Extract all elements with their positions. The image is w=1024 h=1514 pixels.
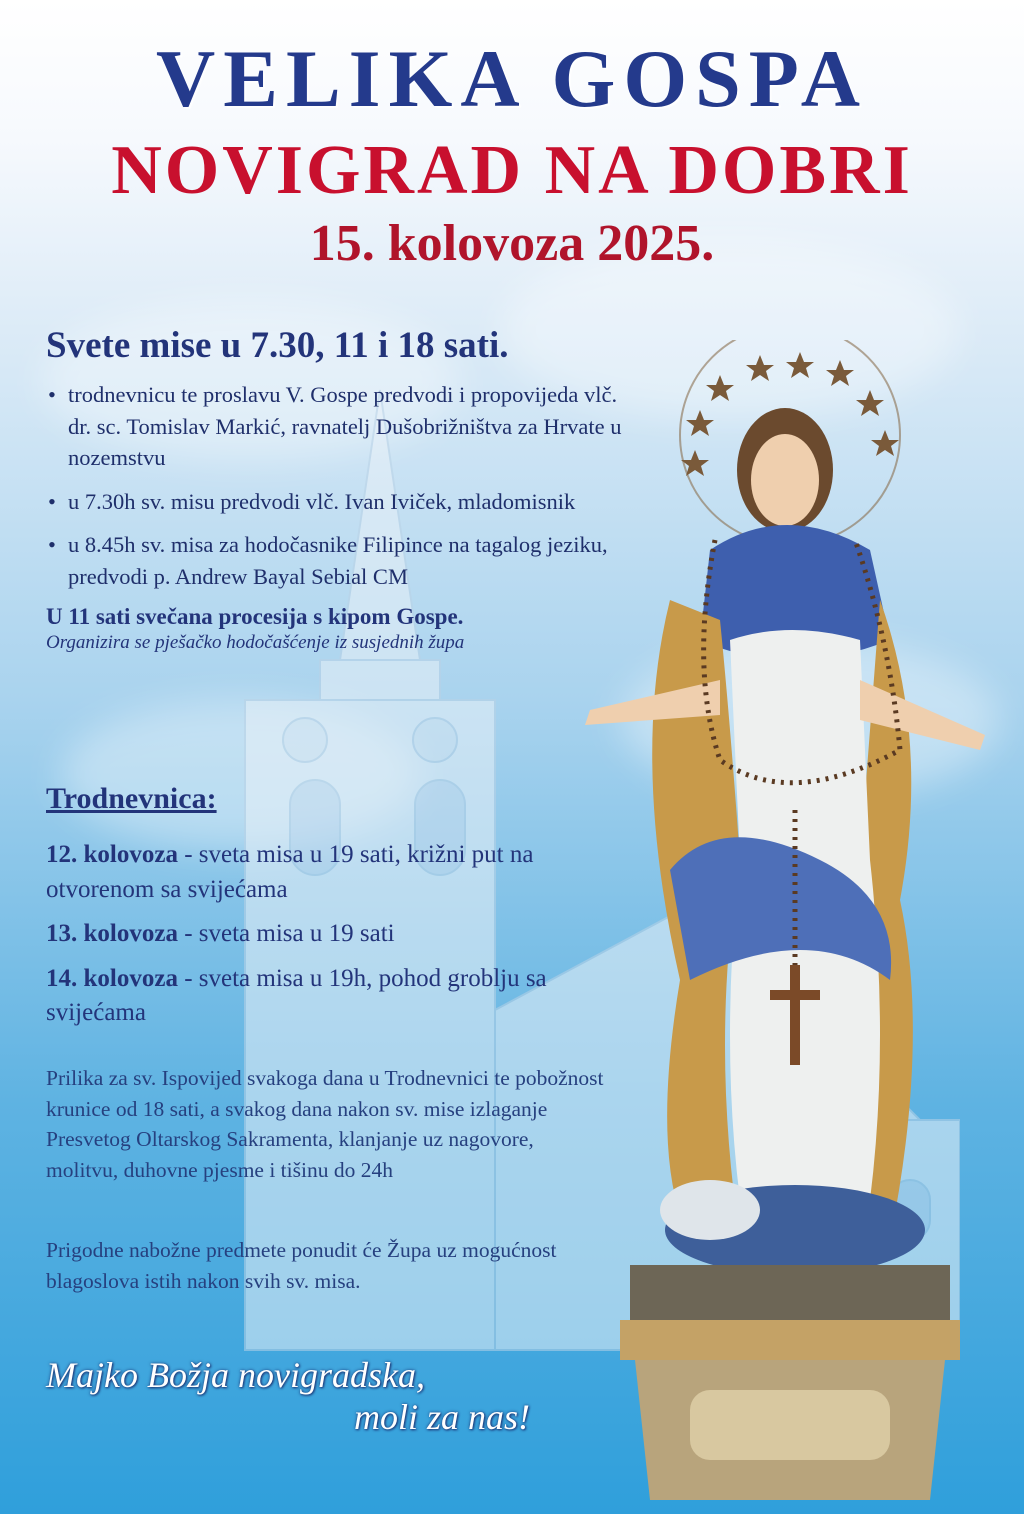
header — [0, 33, 1024, 272]
prayer-text — [46, 1354, 566, 1439]
list-item: • trodnevnicu te proslavu V. Gospe predvodi i propovijeda vlč. dr. sc. Tomislav Markić, ravnatelj Dušobrižništva za Hrvate u nozemstvu — [46, 379, 626, 474]
list-item — [46, 962, 606, 1031]
items-paragraph: Prigodne nabožne predmete ponudit će Župa uz mogućnost blagoslova istih nakon svih sv. misa. — [46, 1238, 557, 1293]
list-item: • u 7.30h sv. misu predvodi vlč. Ivan Iviček, mladomisnik — [46, 486, 626, 518]
day-text: - sveta misa u 19h, pohod groblju sa svijećama — [46, 964, 547, 1026]
prayer-line-2: moli za nas! — [354, 1397, 531, 1438]
day-date: 12. kolovoza — [46, 841, 178, 868]
day-text: - sveta misa u 19 sati, križni put na otvorenom sa svijećama — [46, 841, 534, 903]
list-item — [46, 838, 606, 907]
day-date: 14. kolovoza — [46, 964, 178, 992]
trodnevnica-list — [46, 838, 606, 1041]
day-text: - sveta misa u 19 sati — [177, 920, 395, 947]
masses-list — [46, 379, 626, 592]
masses-section — [46, 324, 626, 654]
prayer-line-1: Majko Božja novigradska, — [46, 1355, 425, 1395]
day-date: 13. kolovoza — [46, 920, 178, 947]
poster-title: VELIKA GOSPA — [156, 33, 868, 124]
pilgrimage-text: Organizira se pješačko hodočašćenje iz susjednih župa — [46, 632, 465, 653]
madonna-statue-image — [570, 340, 1010, 1510]
poster-date: 15. kolovoza 2025. — [309, 215, 715, 272]
list-item: • u 8.45h sv. misa za hodočasnike Filipince na tagalog jeziku, predvodi p. Andrew Bayal Sebial CM — [46, 529, 626, 592]
confession-paragraph: Prilika za sv. Ispovijed svakoga dana u Trodnevnici te pobožnost krunice od 18 sati, a svakog dana nakon sv. mise izlaganje Presvetog Oltarskog Sakramenta, klanjanje uz nagovore, molitvu, duhovne pjesme i tišinu do 24h — [46, 1066, 604, 1182]
masses-heading: Svete mise u 7.30, 11 i 18 sati. — [46, 325, 509, 366]
trodnevnica-heading: Trodnevnica: — [46, 782, 217, 815]
procession-text: U 11 sati svečana procesija s kipom Gospe. — [46, 604, 464, 629]
poster-subtitle: NOVIGRAD NA DOBRI — [111, 132, 913, 209]
list-item — [46, 917, 606, 952]
